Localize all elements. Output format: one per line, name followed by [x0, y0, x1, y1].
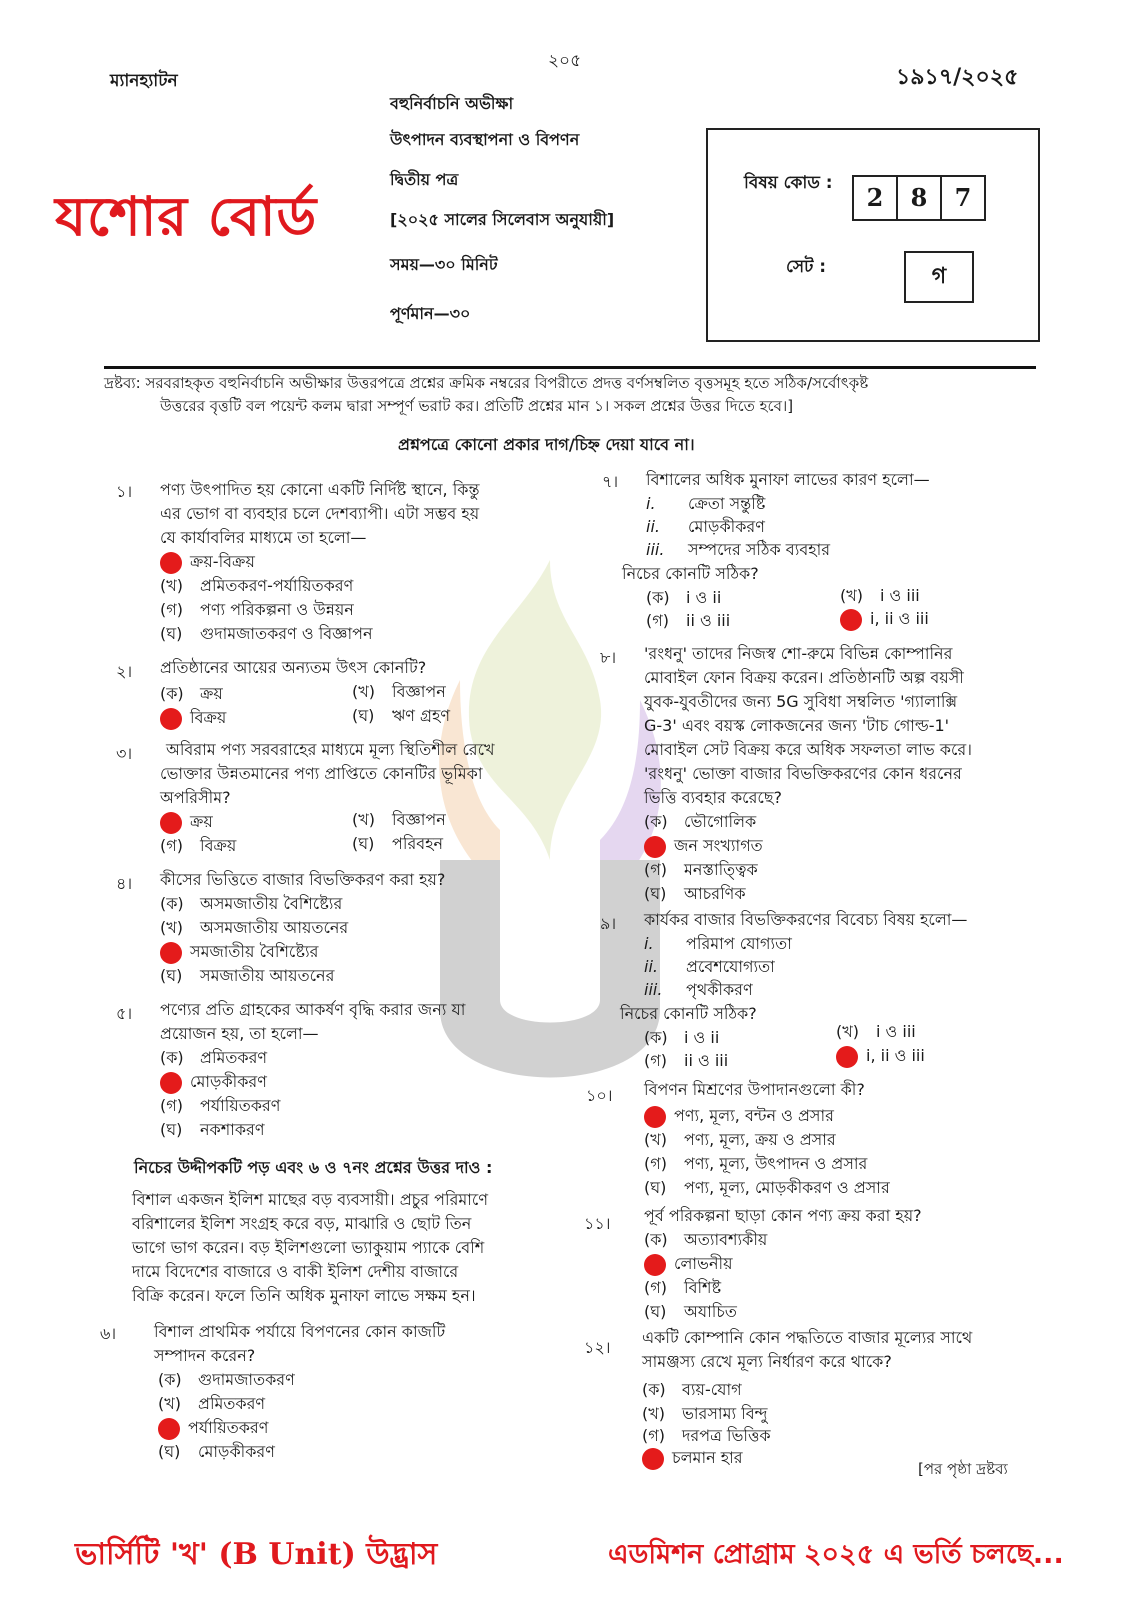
q1-line-2: এর ভোগ বা ব্যবহার চলে দেশব্যাপী। এটা সম্ভব হয়	[160, 504, 480, 523]
q3-option-c[interactable]: (গ) বিক্রয়	[160, 836, 237, 855]
q5-number: ৫।	[116, 1004, 133, 1023]
answer-mark-icon	[644, 836, 666, 858]
full-marks: পূর্ণমান—৩০	[390, 304, 471, 323]
q7-option-b[interactable]: (খ) i ও iii	[840, 586, 920, 605]
q2-number: ২।	[116, 662, 133, 681]
q7-statement-3: iii. সম্পদের সঠিক ব্যবহার	[646, 540, 831, 559]
answer-mark-icon	[158, 1418, 180, 1440]
q10-number: ১০।	[586, 1086, 613, 1105]
answer-mark-icon	[160, 812, 182, 834]
q1-option-d[interactable]: (ঘ) গুদামজাতকরণ ও বিজ্ঞাপন	[160, 624, 373, 643]
q2-option-a[interactable]: (ক) ক্রয়	[160, 684, 223, 703]
q4-option-b[interactable]: (খ) অসমজাতীয় আয়তনের	[160, 918, 349, 937]
q2-option-b[interactable]: (খ) বিজ্ঞাপন	[352, 682, 446, 701]
q9-option-a[interactable]: (ক) i ও ii	[644, 1028, 720, 1047]
q6-option-a[interactable]: (ক) গুদামজাতকরণ	[158, 1370, 295, 1389]
q3-line-3: অপরিসীম?	[160, 788, 231, 807]
q6-option-d[interactable]: (ঘ) মোড়কীকরণ	[158, 1442, 275, 1461]
paper-name: দ্বিতীয় পত্র	[390, 170, 459, 189]
q4-number: ৪।	[116, 874, 133, 893]
q9-line-1: কার্যকর বাজার বিভক্তিকরণের বিবেচ্য বিষয় হলো—	[644, 910, 968, 929]
q7-option-a[interactable]: (ক) i ও ii	[646, 588, 722, 607]
q11-option-c[interactable]: (গ) বিশিষ্ট	[644, 1278, 722, 1297]
q8-line-3: যুবক-যুবতীদের জন্য 5G সুবিধা সম্বলিত 'গ্যালাক্সি	[644, 692, 958, 711]
board-title: যশোর বোর্ড	[55, 184, 318, 248]
q5-line-1: পণ্যের প্রতি গ্রাহকের আকর্ষণ বৃদ্ধি করার জন্য যা	[160, 1000, 466, 1019]
q9-option-c[interactable]: (গ) ii ও iii	[644, 1051, 729, 1070]
q4-line-1: কীসের ভিত্তিতে বাজার বিভক্তিকরণ করা হয়?	[160, 870, 446, 889]
q1-option-a[interactable]: ক্রয়-বিক্রয়	[160, 550, 255, 574]
q9-number: ৯।	[600, 914, 617, 933]
q9-prompt: নিচের কোনটি সঠিক?	[620, 1004, 757, 1023]
answer-mark-icon	[644, 1106, 666, 1128]
page-number: ২০৫	[548, 51, 582, 71]
q8-line-6: 'রংধনু' ভোক্তা বাজার বিভক্তিকরণের কোন ধরনের	[644, 764, 962, 783]
q9-statement-2: ii. প্রবেশযোগ্যতা	[644, 957, 775, 976]
answer-mark-icon	[160, 708, 182, 730]
q11-number: ১১।	[584, 1214, 611, 1233]
q12-option-b[interactable]: (খ) ভারসাম্য বিন্দু	[642, 1404, 768, 1423]
q2-option-d[interactable]: (ঘ) ঋণ গ্রহণ	[352, 706, 451, 725]
q12-line-2: সামঞ্জস্য রেখে মূল্য নির্ধারণ করে থাকে?	[642, 1352, 892, 1371]
q8-line-2: মোবাইল ফোন বিক্রয় করেন। প্রতিষ্ঠানটি অল্প বয়সী	[644, 668, 964, 687]
stimulus-line-1: বিশাল একজন ইলিশ মাছের বড় ব্যবসায়ী। প্রচুর পরিমাণে	[132, 1190, 489, 1209]
syllabus-note: [২০২৫ সালের সিলেবাস অনুযায়ী]	[390, 210, 615, 229]
q1-option-b[interactable]: (খ) প্রমিতকরণ-পর্যায়িতকরণ	[160, 576, 354, 595]
footer-promo-right: এডমিশন প্রোগ্রাম ২০২৫ এ ভর্তি চলছে...	[608, 1539, 1064, 1570]
q6-option-b[interactable]: (খ) প্রমিতকরণ	[158, 1394, 266, 1413]
set-value: গ	[904, 251, 974, 303]
code-digit-3: 7	[940, 175, 986, 221]
set-label: সেট :	[786, 257, 827, 277]
q5-option-d[interactable]: (ঘ) নকশাকরণ	[160, 1120, 265, 1139]
stimulus-intro: নিচের উদ্দীপকটি পড় এবং ৬ ও ৭নং প্রশ্নের উত্তর দাও :	[134, 1158, 493, 1177]
q11-option-a[interactable]: (ক) অত্যাবশ্যকীয়	[644, 1230, 768, 1249]
exam-time: সময়—৩০ মিনিট	[390, 255, 498, 274]
q6-line-1: বিশাল প্রাথমিক পর্যায়ে বিপণনের কোন কাজটি	[154, 1322, 446, 1341]
reference-number: ১৯১৭/২০২৫	[896, 65, 1019, 90]
q3-number: ৩।	[116, 744, 133, 763]
answer-mark-icon	[642, 1448, 664, 1470]
q8-option-d[interactable]: (ঘ) আচরণিক	[644, 884, 746, 903]
q10-option-d[interactable]: (ঘ) পণ্য, মূল্য, মোড়কীকরণ ও প্রসার	[644, 1178, 890, 1197]
q11-line-1: পূর্ব পরিকল্পনা ছাড়া কোন পণ্য ক্রয় করা হয়?	[644, 1206, 922, 1225]
q6-line-2: সম্পাদন করেন?	[154, 1346, 256, 1365]
q12-option-a[interactable]: (ক) ব্যয়-যোগ	[642, 1380, 742, 1399]
stimulus-line-2: বরিশালের ইলিশ সংগ্রহ করে বড়, মাঝারি ও ছোট তিন	[132, 1214, 472, 1233]
q12-line-1: একটি কোম্পানি কোন পদ্ধতিতে বাজার মূল্যের সাথে	[642, 1328, 973, 1347]
q4-option-a[interactable]: (ক) অসমজাতীয় বৈশিষ্ট্যের	[160, 894, 343, 913]
answer-mark-icon	[160, 1072, 182, 1094]
answer-mark-icon	[160, 942, 182, 964]
q2-line-1: প্রতিষ্ঠানের আয়ের অন্যতম উৎস কোনটি?	[160, 658, 427, 677]
subject-name: উৎপাদন ব্যবস্থাপনা ও বিপণন	[390, 130, 580, 149]
q8-line-5: মোবাইল সেট বিক্রয় করে অধিক সফলতা লাভ করে।	[644, 740, 972, 759]
q9-option-b[interactable]: (খ) i ও iii	[836, 1022, 916, 1041]
q3-line-1: অবিরাম পণ্য সরবরাহের মাধ্যমে মূল্য স্থিতিশীল রেখে	[166, 740, 495, 759]
q3-line-2: ভোক্তার উন্নতমানের পণ্য প্রাপ্তিতে কোনটির ভূমিকা	[160, 764, 483, 783]
footer-promo-left: ভার্সিটি 'খ' (B Unit) উদ্ভ্রাস	[75, 1537, 438, 1572]
code-digit-2: 8	[896, 175, 942, 221]
q8-option-b[interactable]: জন সংখ্যাগত	[644, 834, 763, 858]
q5-option-a[interactable]: (ক) প্রমিতকরণ	[160, 1048, 268, 1067]
q5-line-2: প্রয়োজন হয়, তা হলো—	[160, 1024, 319, 1043]
q10-option-b[interactable]: (খ) পণ্য, মূল্য, ক্রয় ও প্রসার	[644, 1130, 836, 1149]
q1-line-3: যে কার্যাবলির মাধ্যমে তা হলো—	[160, 528, 367, 547]
answer-mark-icon	[840, 609, 862, 631]
q12-option-d[interactable]: চলমান হার	[642, 1446, 743, 1470]
q11-option-b[interactable]: লোভনীয়	[644, 1252, 733, 1276]
q5-option-b[interactable]: মোড়কীকরণ	[160, 1070, 267, 1094]
q7-option-d[interactable]: i, ii ও iii	[840, 607, 929, 631]
q8-option-a[interactable]: (ক) ভৌগোলিক	[644, 812, 757, 831]
stimulus-line-4: দামে বিদেশের বাজারে ও বাকী ইলিশ দেশীয় বাজারে	[132, 1262, 459, 1281]
publisher-name: ম্যানহ্যাটন	[110, 71, 178, 91]
answer-mark-icon	[160, 552, 182, 574]
q9-option-d[interactable]: i, ii ও iii	[836, 1044, 925, 1068]
instructions-line-2: উত্তরের বৃত্তটি বল পয়েন্ট কলম দ্বারা সম্পূর্ণ ভরাট কর। প্রতিটি প্রশ্নের মান ১। সকল প্রশ্নের উত্তর দিতে হবে।]	[160, 397, 794, 415]
q11-option-d[interactable]: (ঘ) অযাচিত	[644, 1302, 737, 1321]
q10-option-a[interactable]: পণ্য, মূল্য, বন্টন ও প্রসার	[644, 1104, 834, 1128]
answer-mark-icon	[644, 1254, 666, 1276]
q7-statement-2: ii. মোড়কীকরণ	[646, 517, 765, 536]
no-marks-warning: প্রশ্নপত্রে কোনো প্রকার দাগ/চিহ্ন দেয়া যাবে না।	[398, 435, 695, 454]
q10-line-1: বিপণন মিশ্রণের উপাদানগুলো কী?	[644, 1080, 865, 1099]
q6-option-c[interactable]: পর্যায়িতকরণ	[158, 1416, 268, 1440]
q1-option-c[interactable]: (গ) পণ্য পরিকল্পনা ও উন্নয়ন	[160, 600, 354, 619]
q8-option-c[interactable]: (গ) মনস্তাত্ত্বিক	[644, 860, 758, 879]
q8-line-4: G-3' এবং বয়স্ক লোকজনের জন্য 'টাচ গোল্ড-1'	[644, 716, 950, 735]
q8-line-1: 'রংধনু' তাদের নিজস্ব শো-রুমে বিভিন্ন কোম্পানির	[644, 644, 953, 663]
q7-line-1: বিশালের অধিক মুনাফা লাভের কারণ হলো—	[646, 470, 930, 489]
q7-number: ৭।	[602, 472, 619, 491]
code-digit-1: 2	[852, 175, 898, 221]
answer-mark-icon	[836, 1046, 858, 1068]
q1-line-1: পণ্য উৎপাদিত হয় কোনো একটি নির্দিষ্ট স্থানে, কিন্তু	[160, 480, 480, 499]
q6-number: ৬।	[100, 1324, 117, 1343]
q12-number: ১২।	[584, 1338, 611, 1357]
q5-option-c[interactable]: (গ) পর্যায়িতকরণ	[160, 1096, 281, 1115]
q12-option-c[interactable]: (গ) দরপত্র ভিত্তিক	[642, 1426, 771, 1445]
q3-option-b[interactable]: (খ) বিজ্ঞাপন	[352, 810, 446, 829]
stimulus-line-5: বিক্রি করেন। ফলে তিনি অধিক মুনাফা লাভে সক্ষম হন।	[132, 1286, 476, 1305]
q9-statement-1: i. পরিমাপ যোগ্যতা	[644, 934, 792, 953]
next-page-note: [পর পৃষ্ঠা দ্রষ্টব্য	[918, 1460, 1008, 1478]
q7-option-c[interactable]: (গ) ii ও iii	[646, 611, 731, 630]
q1-number: ১।	[116, 482, 133, 501]
stimulus-line-3: ভাগে ভাগ করেন। বড় ইলিশগুলো ভ্যাকুয়াম প্যাকে বেশি	[132, 1238, 485, 1257]
q4-option-d[interactable]: (ঘ) সমজাতীয় আয়তনের	[160, 966, 335, 985]
q3-option-d[interactable]: (ঘ) পরিবহন	[352, 834, 444, 853]
q8-line-7: ভিত্তি ব্যবহার করেছে?	[644, 788, 783, 807]
q7-prompt: নিচের কোনটি সঠিক?	[622, 564, 759, 583]
q3-option-a[interactable]: ক্রয়	[160, 810, 213, 834]
q9-statement-3: iii. পৃথকীকরণ	[644, 980, 753, 999]
code-box	[706, 128, 1040, 342]
header-divider	[104, 366, 1036, 369]
exam-type: বহুনির্বাচনি অভীক্ষা	[390, 94, 514, 113]
q10-option-c[interactable]: (গ) পণ্য, মূল্য, উৎপাদন ও প্রসার	[644, 1154, 868, 1173]
q2-option-c[interactable]: বিক্রয়	[160, 706, 226, 730]
q4-option-c[interactable]: সমজাতীয় বৈশিষ্ট্যের	[160, 940, 318, 964]
subject-code-label: বিষয় কোড :	[744, 173, 833, 193]
instructions-line-1: দ্রষ্টব্য: সরবরাহকৃত বহুনির্বাচনি অভীক্ষার উত্তরপত্রে প্রশ্নের ক্রমিক নম্বরের বিপরীতে প্রদত্ত বর্ণসম্বলিত বৃত্তসমূহ হতে সঠিক/সর্বোৎকৃষ্ট	[104, 374, 869, 392]
q7-statement-1: i. ক্রেতা সন্তুষ্টি	[646, 494, 766, 513]
q8-number: ৮।	[600, 648, 617, 667]
